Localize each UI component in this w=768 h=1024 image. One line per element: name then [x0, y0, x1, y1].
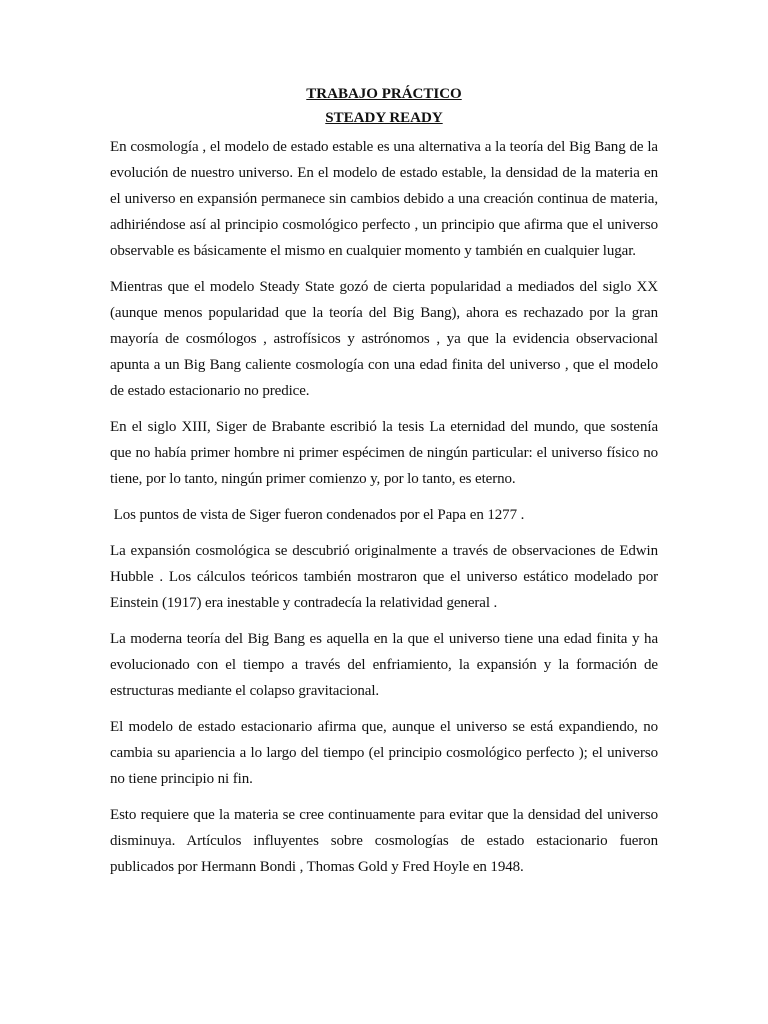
paragraph-5: La expansión cosmológica se descubrió originalmente a través de observaciones de Edwin Hubble . Los cálculos teóricos también mostraron que el universo estático modelado por Einstein (1917) era inestable y contradecía la relatividad general .	[110, 543, 658, 611]
paragraph-4: Los puntos de vista de Siger fueron condenados por el Papa en 1277 .	[110, 507, 525, 523]
paragraph-6: La moderna teoría del Big Bang es aquella en la que el universo tiene una edad finita y ha evolucionado con el tiempo a través del enfriamiento, la expansión y la formación de estructuras mediante el colapso gravitacional.	[110, 631, 658, 699]
paragraph-2: Mientras que el modelo Steady State gozó de cierta popularidad a mediados del siglo XX (aunque menos popularidad que la teoría del Big Bang), ahora es rechazado por la gran mayoría de cosmólogos , astrofísicos y astrónomos , ya que la evidencia observacional apunta a un Big Bang caliente cosmología con una edad finita del universo , que el modelo de estado estacionario no predice.	[110, 279, 658, 399]
document-title: TRABAJO PRÁCTICO	[306, 86, 462, 102]
paragraph-7: El modelo de estado estacionario afirma que, aunque el universo se está expandiendo, no cambia su apariencia a lo largo del tiempo (el principio cosmológico perfecto ); el universo no tiene principio ni fin.	[110, 719, 658, 787]
paragraph-8: Esto requiere que la materia se cree continuamente para evitar que la densidad del universo disminuya. Artículos influyentes sobre cosmologías de estado estacionario fueron publicados por Hermann Bondi , Thomas Gold y Fred Hoyle en 1948.	[110, 807, 658, 875]
document-subtitle: STEADY READY	[325, 110, 443, 126]
paragraph-3: En el siglo XIII, Siger de Brabante escribió la tesis La eternidad del mundo, que sostenía que no había primer hombre ni primer espécimen de ningún particular: el universo físico no tiene, por lo tanto, ningún primer comienzo y, por lo tanto, es eterno.	[110, 419, 658, 487]
document-page	[110, 82, 658, 890]
paragraph-1: En cosmología , el modelo de estado estable es una alternativa a la teoría del Big Bang de la evolución de nuestro universo. En el modelo de estado estable, la densidad de la materia en el universo en expansión permanece sin cambios debido a una creación continua de materia, adhiriéndose así al principio cosmológico perfecto , un principio que afirma que el universo observable es básicamente el mismo en cualquier momento y también en cualquier lugar.	[110, 139, 658, 259]
